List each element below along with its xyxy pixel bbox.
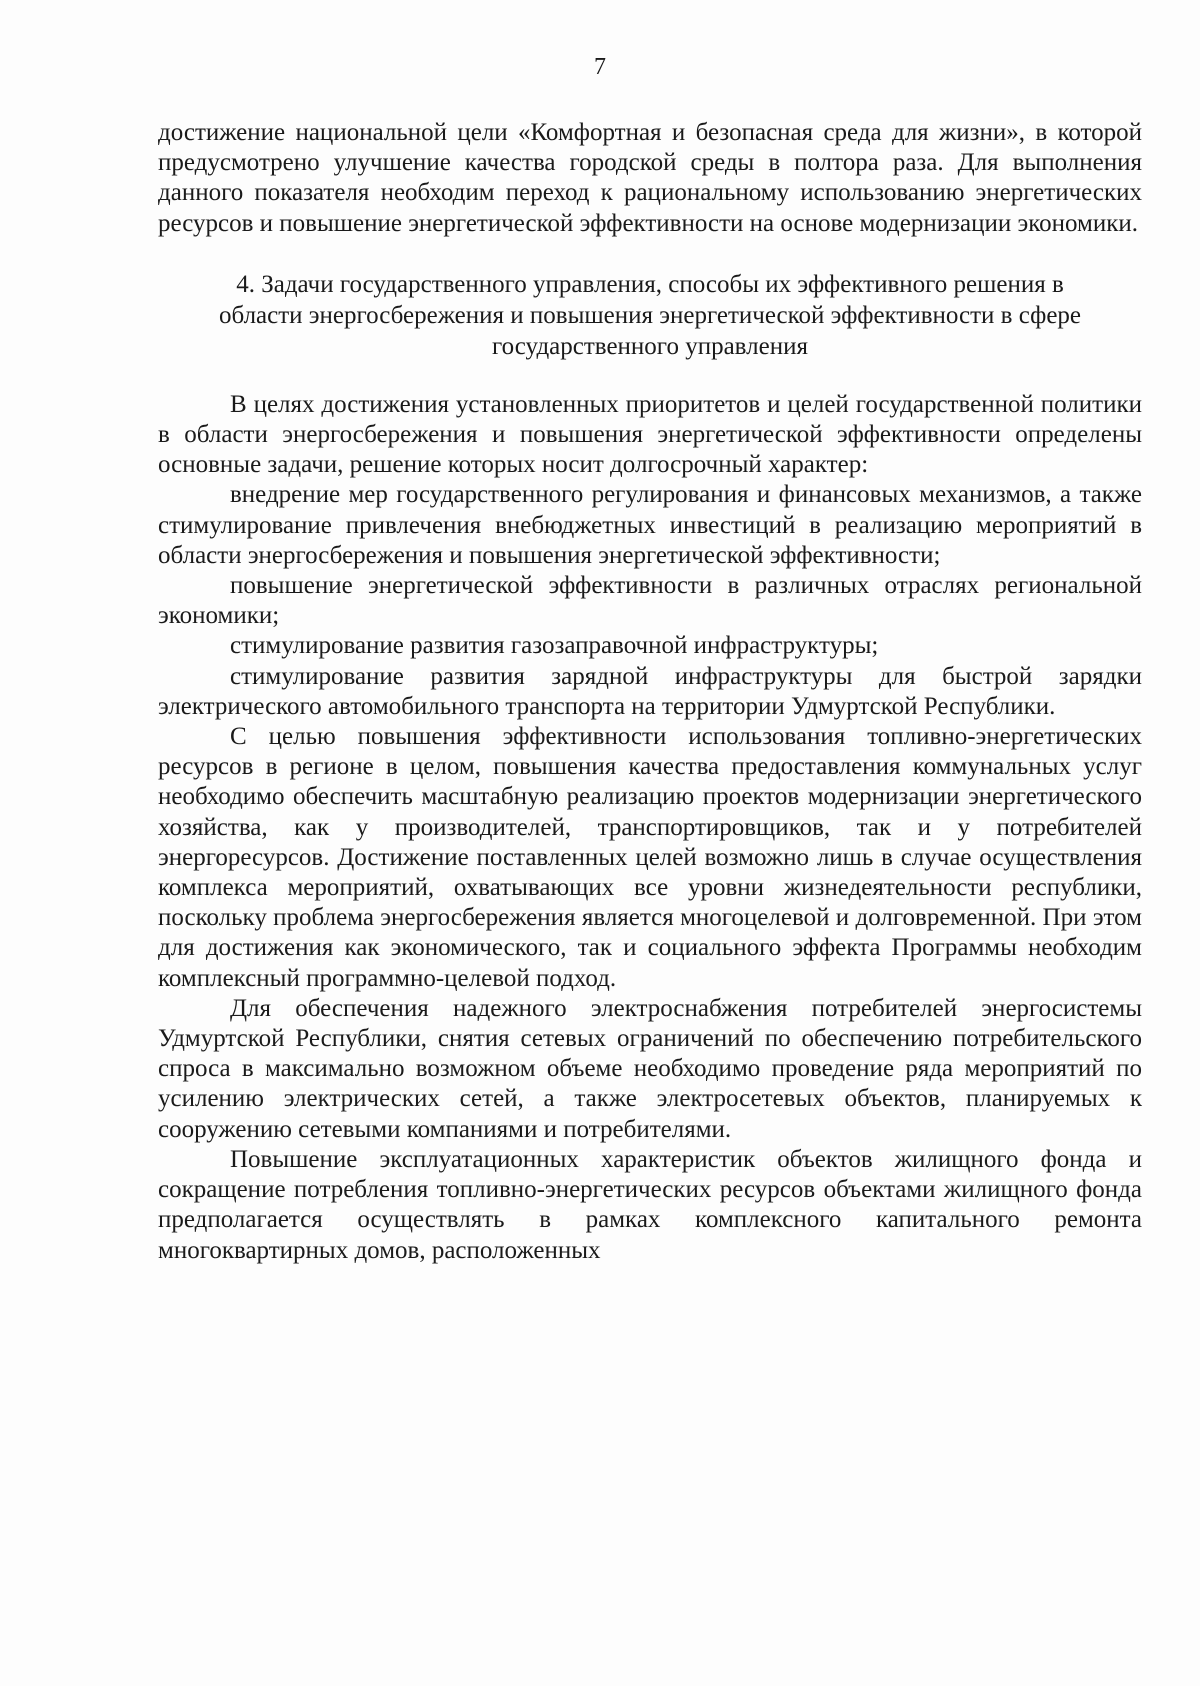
paragraph: достижение национальной цели «Комфортная и безопасная среда для жизни», в которой предусмотрено улучшение качества городской среды в полтора раза. Для выполнения данного показателя необходим переход к рациональному использованию энергетических ресурсов и повышение энергетической эффективности на основе модернизации экономики. — [158, 119, 1142, 237]
paragraph: Повышение эксплуатационных характеристик объектов жилищного фонда и сокращение потребления топливно-энергетических ресурсов объектами жилищного фонда предполагается осуществлять в рамках комплексного капитального ремонта многоквартирных домов, расположенных — [158, 1145, 1142, 1264]
paragraph: С целью повышения эффективности использования топливно-энергетических ресурсов в регионе в целом, повышения качества предоставления коммунальных услуг необходимо обеспечить масштабную реализацию проектов модернизации энергетического хозяйства, как у производителей, транспортировщиков, так и у потребителей энергоресурсов. Достижение поставленных целей возможно лишь в случае осуществления комплекса мероприятий, охватывающих все уровни жизнедеятельности республики, поскольку проблема энергосбережения является многоцелевой и долговременной. При этом для достижения как экономического, так и социального эффекта Программы необходим комплексный программно-целевой подход. — [158, 723, 1142, 992]
list-item: повышение энергетической эффективности в различных отраслях региональной экономики; — [158, 572, 1142, 630]
paragraph: Для обеспечения надежного электроснабжения потребителей энергосистемы Удмуртской Республики, снятия сетевых ограничений по обеспечению потребительского спроса в максимально возможном объеме необходимо проведение ряда мероприятий по усилению электрических сетей, а также электросетевых объектов, планируемых к сооружению сетевыми компаниями и потребителями. — [158, 994, 1142, 1143]
list-item: внедрение мер государственного регулирования и финансовых механизмов, а также стимулирование привлечения внебюджетных инвестиций в реализацию мероприятий в области энергосбережения и повышения энергетической эффективности; — [158, 481, 1142, 569]
paragraph: В целях достижения установленных приоритетов и целей государственной политики в области энергосбережения и повышения энергетической эффективности определены основные задачи, решение которых носит долгосрочный характер: — [158, 390, 1142, 479]
page-number: 7 — [594, 54, 606, 80]
list-item: стимулирование развития зарядной инфраструктуры для быстрой зарядки электрического автомобильного транспорта на территории Удмуртской Республики. — [158, 662, 1142, 720]
document-body — [158, 118, 1142, 1266]
section-heading: 4. Задачи государственного управления, способы их эффективного решения в области энергосбережения и повышения энергетической эффективности в сфере государственного управления — [218, 270, 1082, 360]
list-item: стимулирование развития газозаправочной инфраструктуры; — [230, 632, 879, 660]
